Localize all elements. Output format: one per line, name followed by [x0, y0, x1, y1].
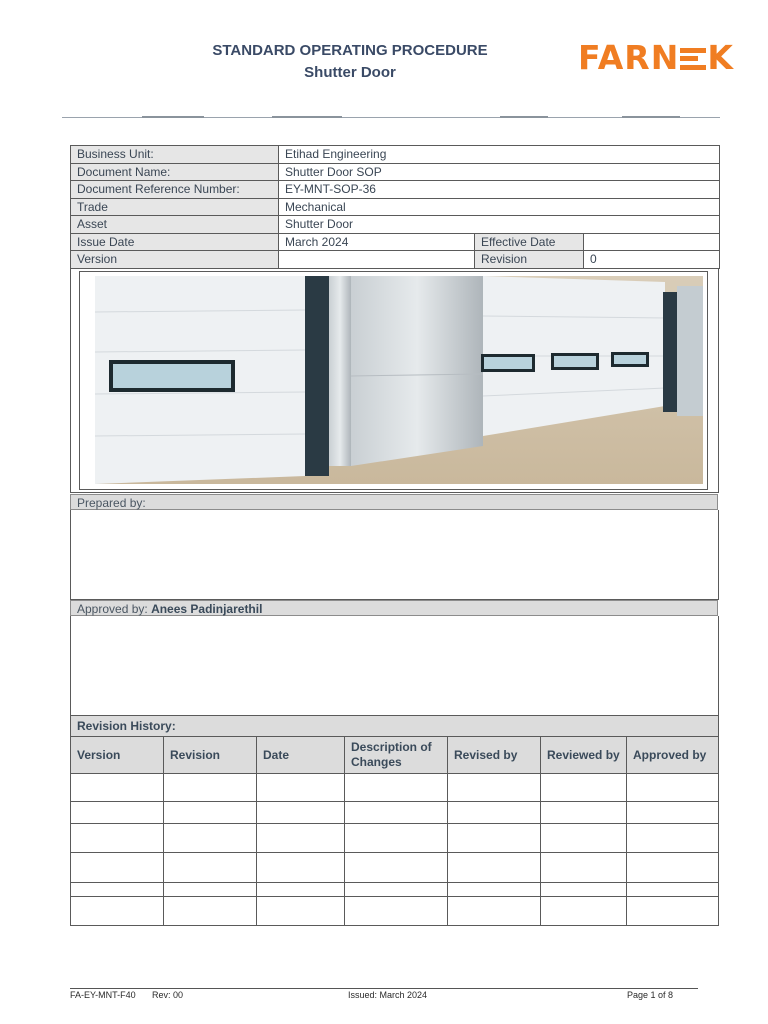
revision-history-title: Revision History: — [71, 716, 719, 737]
document-title — [150, 40, 550, 84]
table-row — [71, 853, 719, 883]
trade-label: Trade — [71, 198, 279, 216]
table-row — [71, 883, 719, 897]
table-row — [71, 716, 719, 737]
farnek-logo: FARN K — [578, 38, 734, 77]
footer-page-number: Page 1 of 8 — [627, 990, 674, 1000]
table-row — [71, 181, 720, 199]
footer-form-code: FA-EY-MNT-F40 — [70, 990, 136, 1000]
asset-value: Shutter Door — [279, 216, 720, 234]
col-description: Description of Changes — [345, 737, 448, 774]
approved-by-signature-box — [70, 616, 719, 716]
footer-rev: Rev: 00 — [152, 990, 184, 1000]
header-rule — [62, 117, 720, 118]
col-revised-by: Revised by — [448, 737, 541, 774]
approved-by-label: Approved by: — [77, 602, 148, 616]
document-name-value: Shutter Door SOP — [279, 163, 720, 181]
doc-ref-value: EY-MNT-SOP-36 — [279, 181, 720, 199]
title-line-1: STANDARD OPERATING PROCEDURE — [212, 42, 488, 59]
table-header-row — [71, 737, 719, 774]
col-reviewed-by: Reviewed by — [541, 737, 627, 774]
prepared-by-bar — [70, 494, 718, 510]
footer-issued: Issued: March 2024 — [348, 990, 428, 1000]
prepared-by-signature-box — [70, 510, 719, 600]
issue-date-label: Issue Date — [71, 233, 279, 251]
table-row — [71, 198, 720, 216]
table-row — [71, 163, 720, 181]
title-line-2: Shutter Door — [304, 64, 396, 81]
approver-name: Anees Padinjarethil — [151, 602, 263, 616]
table-row — [71, 146, 720, 164]
revision-value: 0 — [584, 251, 720, 269]
logo-e-mark-icon — [680, 48, 706, 70]
issue-date-value: March 2024 — [279, 233, 475, 251]
version-value — [279, 251, 475, 269]
document-info-table — [70, 145, 720, 269]
col-revision: Revision — [164, 737, 257, 774]
business-unit-value: Etihad Engineering — [279, 146, 720, 164]
approved-by-bar — [70, 600, 718, 616]
table-row — [71, 774, 719, 802]
prepared-by-label: Prepared by: — [77, 496, 146, 510]
table-row — [71, 251, 720, 269]
footer-rule — [70, 988, 698, 989]
table-row — [71, 233, 720, 251]
table-row — [71, 824, 719, 853]
revision-history-table — [70, 715, 719, 926]
asset-image-frame — [70, 268, 719, 493]
version-label: Version — [71, 251, 279, 269]
table-row — [71, 897, 719, 926]
col-date: Date — [257, 737, 345, 774]
col-version: Version — [71, 737, 164, 774]
col-approved-by: Approved by — [627, 737, 719, 774]
asset-label: Asset — [71, 216, 279, 234]
effective-date-label: Effective Date — [475, 233, 584, 251]
table-row — [71, 216, 720, 234]
document-name-label: Document Name: — [71, 163, 279, 181]
business-unit-label: Business Unit: — [71, 146, 279, 164]
table-row — [71, 802, 719, 824]
doc-ref-label: Document Reference Number: — [71, 181, 279, 199]
shutter-door-illustration — [95, 276, 703, 484]
shutter-door-photo — [79, 271, 708, 490]
trade-value: Mechanical — [279, 198, 720, 216]
revision-label: Revision — [475, 251, 584, 269]
effective-date-value — [584, 233, 720, 251]
